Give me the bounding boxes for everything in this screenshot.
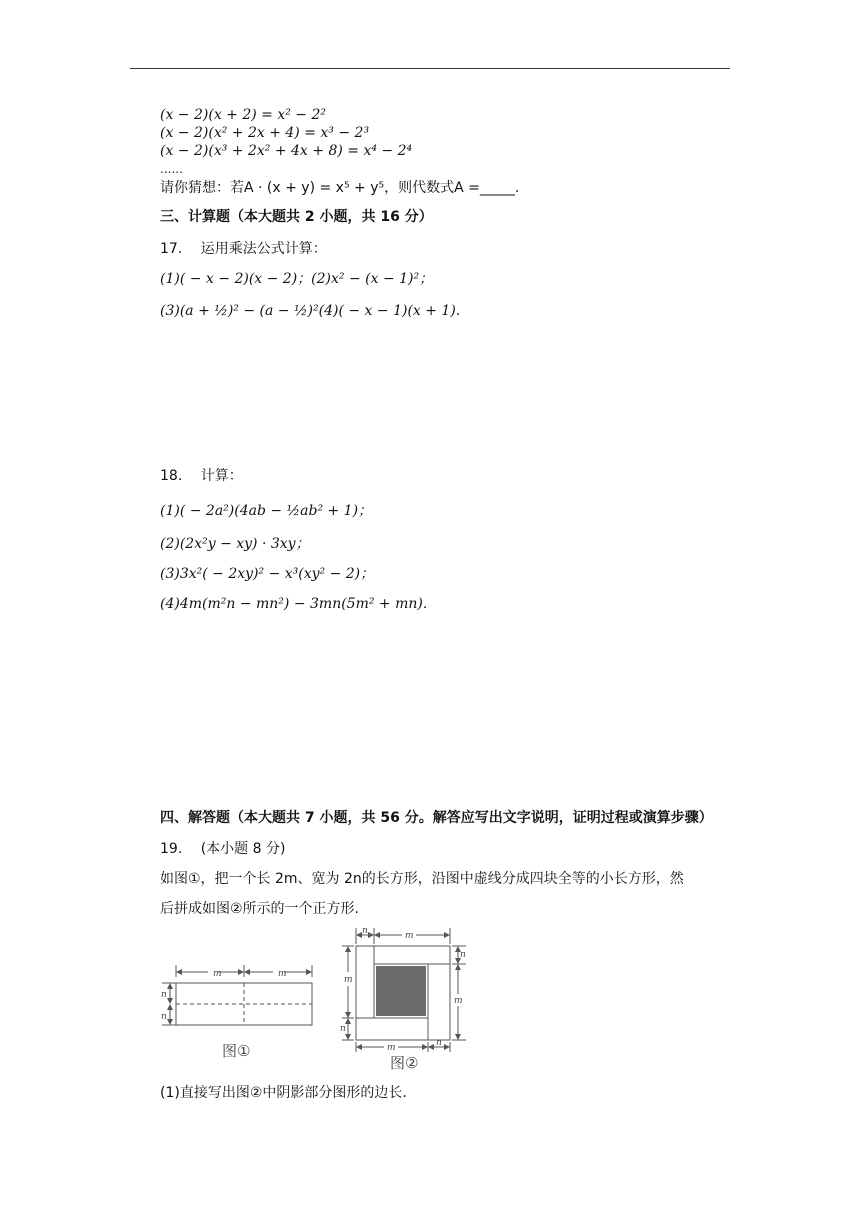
q18-header (160, 467, 243, 485)
fig1-label-m-1: m (213, 969, 222, 979)
header-rule (130, 68, 730, 69)
q18-item-3: (3)3x²( − 2xy)² − x³(xy² − 2)； (160, 566, 375, 582)
q19-points: (本小题 8 分) (200, 841, 286, 857)
q19-number: 19. (160, 841, 183, 857)
section4-heading: 四、解答题（本大题共 7 小题，共 56 分。解答应写出文字说明，证明过程或演算步骤） (160, 810, 713, 826)
q18-item-1: (1)( − 2a²)(4ab − ½ab² + 1)； (160, 503, 373, 519)
q17-header (160, 240, 327, 258)
figure-1-diagram (158, 962, 320, 1032)
figure-2-caption: 图② (390, 1054, 419, 1072)
shaded-square (376, 966, 426, 1016)
q17-line1: (1)( − x − 2)(x − 2)；(2)x² − (x − 1)²； (160, 271, 434, 287)
figure-2-diagram (338, 924, 468, 1052)
equation-3: (x − 2)(x³ + 2x² + 4x + 8) = x⁴ − 2⁴ (160, 143, 413, 159)
q19-text-2: 后拼成如图②所示的一个正方形. (160, 901, 360, 917)
q18-item-4: (4)4m(m²n − mn²) − 3mn(5m² + mn). (160, 596, 428, 612)
fig2-label-n-right: n (460, 950, 466, 960)
q17-prompt: 运用乘法公式计算： (200, 241, 327, 257)
q19-header (160, 840, 285, 858)
fig2-label-m-left: m (344, 975, 353, 985)
fig2-label-n-bottom: n (436, 1038, 442, 1048)
section3-heading: 三、计算题（本大题共 2 小题，共 16 分） (160, 209, 433, 225)
fig1-label-n-2: n (161, 1012, 167, 1022)
fig1-label-n-1: n (161, 990, 167, 1000)
figure-1-caption: 图① (222, 1042, 251, 1060)
q19-text-1: 如图①，把一个长 2m、宽为 2n的长方形，沿图中虚线分成四块全等的小长方形，然 (160, 871, 684, 887)
q17-line2: (3)(a + ½)² − (a − ½)²(4)( − x − 1)(x + 1). (160, 303, 461, 319)
q18-prompt: 计算： (200, 468, 243, 484)
q18-item-2: (2)(2x²y − xy) · 3xy； (160, 536, 310, 552)
equation-2: (x − 2)(x² + 2x + 4) = x³ − 2³ (160, 125, 370, 141)
q19-sub-1: (1)直接写出图②中阴影部分图形的边长. (160, 1085, 407, 1101)
fig2-label-m-bottom: m (387, 1043, 396, 1052)
ellipsis: ...... (160, 162, 183, 176)
q18-number: 18. (160, 468, 183, 484)
fig2-label-n-top: n (362, 926, 368, 936)
fig1-label-m-2: m (278, 969, 287, 979)
q17-number: 17. (160, 241, 183, 257)
fig2-label-m-right: m (454, 996, 463, 1006)
equation-1: (x − 2)(x + 2) = x² − 2² (160, 107, 327, 123)
fig2-label-m-top: m (405, 931, 414, 941)
guess-line: 请你猜想：若A · (x + y) = x⁵ + y⁵，则代数式A =_____. (160, 180, 520, 196)
fig2-label-n-left: n (340, 1024, 346, 1034)
